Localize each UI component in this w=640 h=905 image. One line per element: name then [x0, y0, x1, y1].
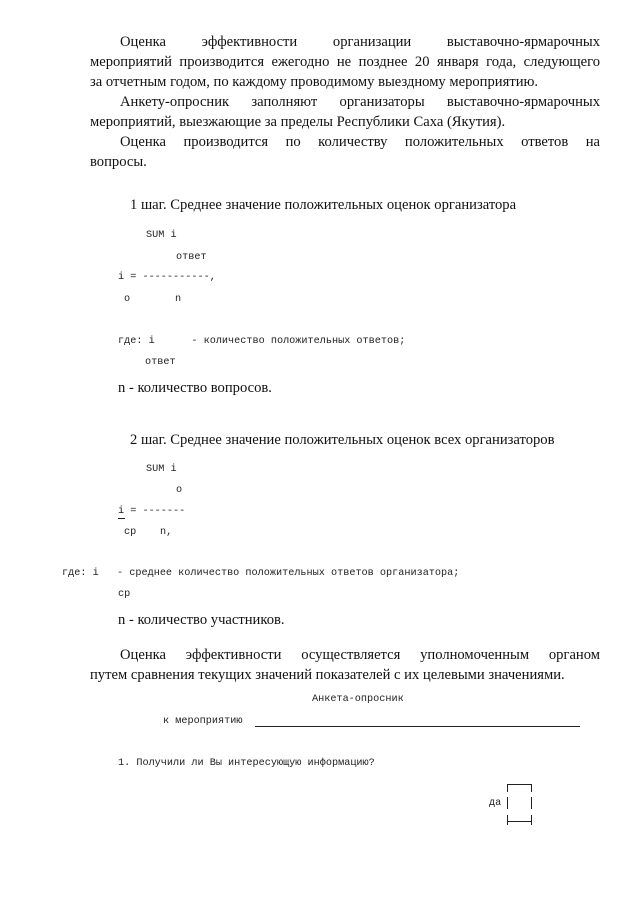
step-2-formula-equation: i = -------	[118, 506, 186, 517]
paragraph-1-line-3: за отчетным годом, по каждому проводимому выездному мероприятию.	[90, 74, 539, 90]
step-1-formula-n: n	[175, 294, 182, 305]
question-1: 1. Получили ли Вы интересующую информацию?	[118, 758, 375, 769]
event-label: к мероприятию	[163, 716, 243, 727]
step-1-heading: 1 шаг. Среднее значение положительных оценок организатора	[130, 197, 517, 213]
checkbox-left-bottom-tick	[507, 815, 508, 825]
checkbox-right-bottom-tick	[531, 815, 532, 825]
checkbox-right-top-tick	[531, 784, 532, 792]
paragraph-3-line-1: Оценка производится по количеству положительных ответов на	[120, 134, 600, 150]
step-1-n-definition: n - количество вопросов.	[118, 380, 272, 396]
checkbox-left-edge	[507, 797, 508, 809]
step-1-formula-sum: SUM i	[146, 230, 177, 241]
step-1-where-line: где: i - количество положительных ответов;	[118, 336, 406, 347]
paragraph-1-line-1: Оценка эффективности организации выставочно-ярмарочных	[120, 34, 600, 50]
checkbox-bottom-edge	[507, 821, 531, 822]
conclusion-line-1: Оценка эффективности осуществляется уполномоченным органом	[120, 647, 600, 663]
questionnaire-title: Анкета-опросник	[312, 694, 404, 705]
step-2-formula-subscript: o	[176, 485, 183, 496]
step-2-formula-n: n,	[160, 527, 173, 538]
paragraph-1-line-2: мероприятий производится ежегодно не позднее 20 января года, следующего	[90, 54, 600, 70]
checkbox-right-edge	[531, 797, 532, 809]
step-2-formula-subscript-cp: cp	[124, 527, 137, 538]
answer-yes-label: да	[489, 798, 502, 809]
paragraph-3-line-2: вопросы.	[90, 154, 147, 170]
step-2-n-definition: n - количество участников.	[118, 612, 285, 628]
paragraph-2-line-1: Анкету-опросник заполняют организаторы выставочно-ярмарочных	[120, 94, 600, 110]
step-2-where-line: где: i - среднее количество положительных ответов организатора;	[62, 568, 460, 579]
step-2-i-underline	[118, 518, 125, 519]
step-2-heading: 2 шаг. Среднее значение положительных оценок всех организаторов	[130, 432, 555, 448]
answer-yes-checkbox[interactable]	[505, 781, 533, 829]
conclusion-line-2: путем сравнения текущих значений показателей с их целевыми значениями.	[90, 667, 565, 683]
step-2-formula-sum: SUM i	[146, 464, 177, 475]
checkbox-top-edge	[507, 784, 531, 785]
step-1-formula-equation: i = -----------,	[118, 272, 216, 283]
intro-paragraphs	[90, 32, 600, 192]
checkbox-left-top-tick	[507, 784, 508, 792]
event-name-field[interactable]	[255, 726, 580, 727]
step-1-formula-subscript: ответ	[176, 252, 207, 263]
step-1-where-subscript: ответ	[145, 357, 176, 368]
step-1-formula-subscript-o: o	[124, 294, 131, 305]
step-2-where-subscript: cp	[118, 589, 131, 600]
paragraph-2-line-2: мероприятий, выезжающие за пределы Республики Саха (Якутия).	[90, 114, 506, 130]
